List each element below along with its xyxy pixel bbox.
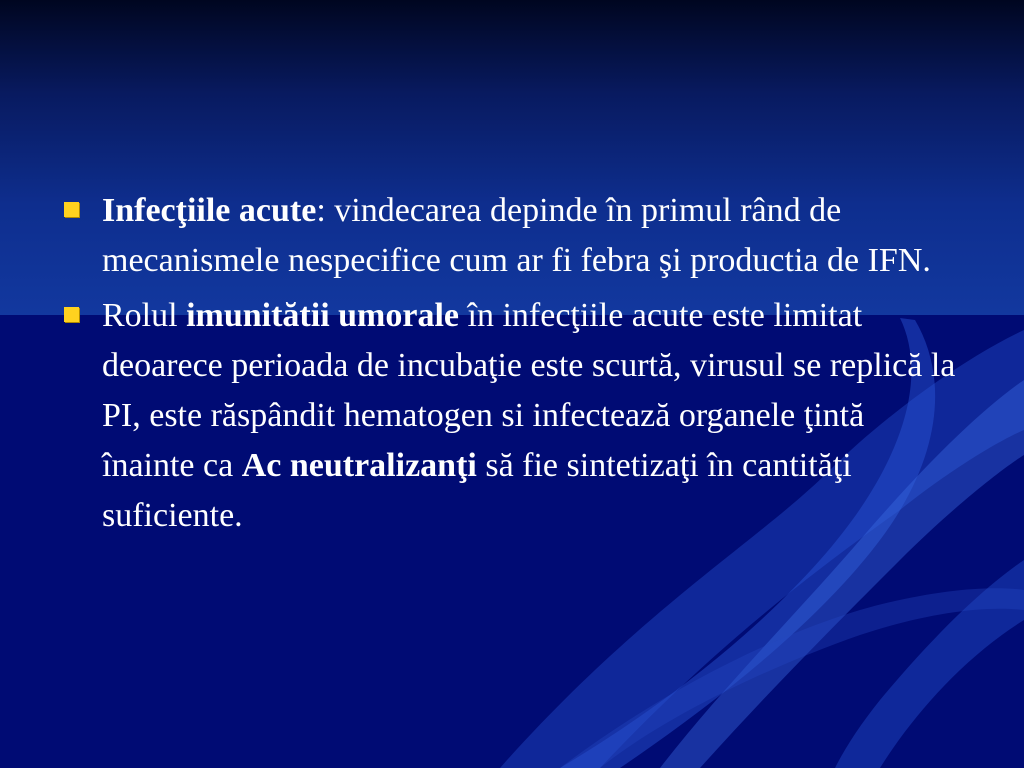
bullet-2-bold-term-2: Ac neutralizanţi [241,447,477,484]
bullet-1-bold-term: Infecţiile acute [102,192,317,229]
bullet-item-humoral-immunity [62,291,962,541]
square-bullet-icon [64,202,79,217]
bullet-list [62,186,962,546]
bullet-item-acute-infections [62,186,962,286]
bullet-2-text-end: să fie sintetizaţi în cantităţi suficiente. [102,447,852,534]
bullet-2-text-middle: în infecţiile acute este limitat deoarece perioada de incubaţie este scurtă, virusul se replică la PI, este răspândit hematogen si infectează organele ţintă înainte ca [102,297,956,484]
bullet-2-bold-term-1: imunitătii umorale [186,297,460,334]
bullet-2-text-start: Rolul [102,297,187,334]
bullet-1-text: : vindecarea depinde în primul rând de mecanismele nespecifice cum ar fi febra şi productia de IFN. [102,192,931,279]
square-bullet-icon [64,307,79,322]
